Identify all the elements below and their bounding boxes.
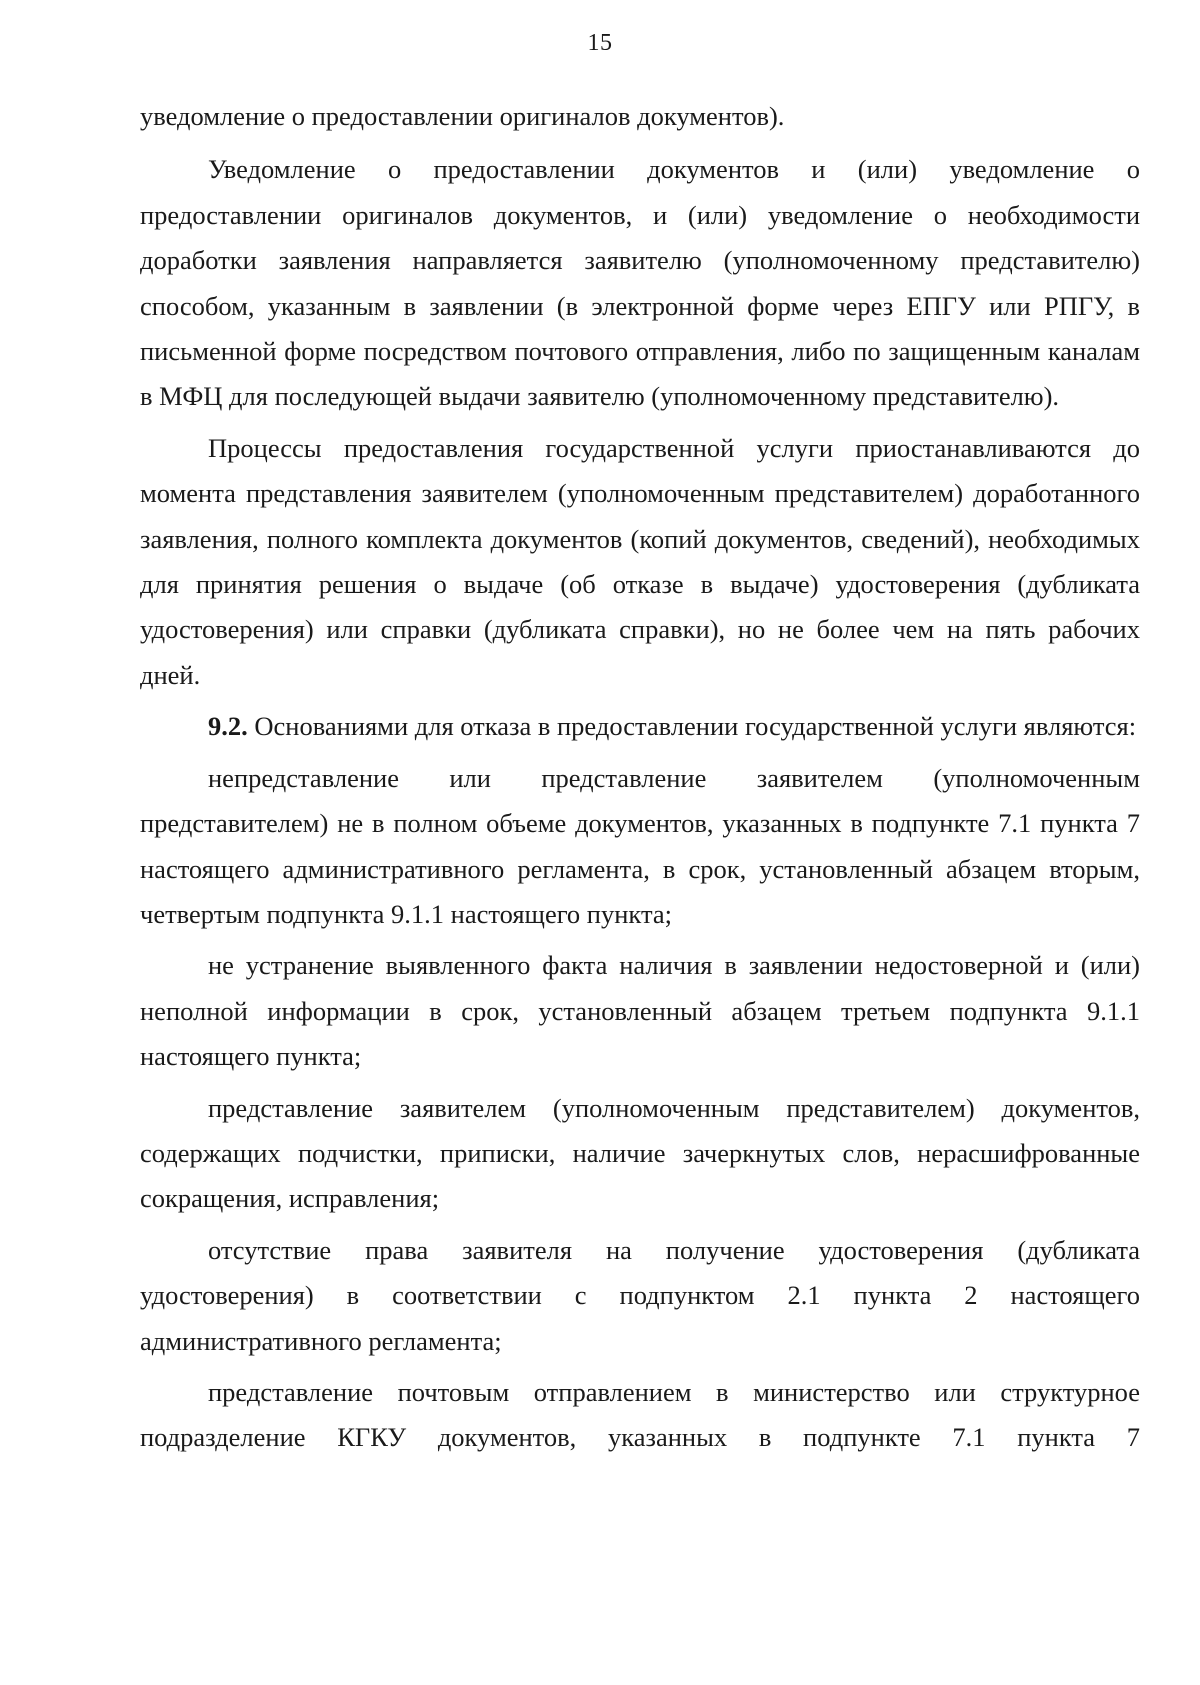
paragraph-continuation: уведомление о предоставлении оригиналов документов).	[140, 101, 785, 131]
document-body	[140, 94, 1140, 1467]
paragraph-refusal-grounds	[140, 704, 1140, 749]
ground-item-corrected-documents: представление заявителем (уполномоченным представителем) документов, содержащих подчистки, приписки, наличие зачеркнутых слов, нерасшифрованные сокращения, исправления;	[140, 1092, 1140, 1214]
ground-item-incomplete-documents: непредставление или представление заявителем (уполномоченным представителем) не в полном объеме документов, указанных в подпункте 7.1 пункта 7 настоящего административного регламента, в срок, установленный абзацем вторым, четвертым подпункта 9.1.1 настоящего пункта;	[140, 762, 1140, 929]
paragraph-notification-delivery: Уведомление о предоставлении документов и (или) уведомление о предоставлении оригиналов документов, и (или) уведомление о необходимости доработки заявления направляется заявителю (уполномоченному представителю) способом, указанным в заявлении (в электронной форме через ЕПГУ или РПГУ, в письменной форме посредством почтового отправления, либо по защищенным каналам в МФЦ для последующей выдачи заявителю (уполномоченному представителю).	[140, 154, 1140, 412]
ground-item-unreliable-info: не устранение выявленного факта наличия в заявлении недостоверной и (или) неполной информации в срок, установленный абзацем третьем подпункта 9.1.1 настоящего пункта;	[140, 950, 1140, 1072]
ground-item-postal-submission: представление почтовым отправлением в министерство или структурное подразделение КГКУ документов, указанных в подпункте 7.1 пункта 7	[140, 1376, 1140, 1453]
ground-item-no-entitlement: отсутствие права заявителя на получение удостоверения (дубликата удостоверения) в соответствии с подпунктом 2.1 пункта 2 настоящего административного регламента;	[140, 1234, 1140, 1356]
paragraph-refusal-grounds-text: Основаниями для отказа в предоставлении государственной услуги являются:	[247, 711, 1137, 742]
section-number: 9.2.	[208, 711, 248, 742]
page-number: 15	[587, 30, 613, 56]
paragraph-suspension: Процессы предоставления государственной услуги приостанавливаются до момента представления заявителем (уполномоченным представителем) доработанного заявления, полного комплекта документов (копий документов, сведений), необходимых для принятия решения о выдаче (об отказе в выдаче) удостоверения (дубликата удостоверения) или справки (дубликата справки), но не более чем на пять рабочих дней.	[140, 432, 1140, 690]
